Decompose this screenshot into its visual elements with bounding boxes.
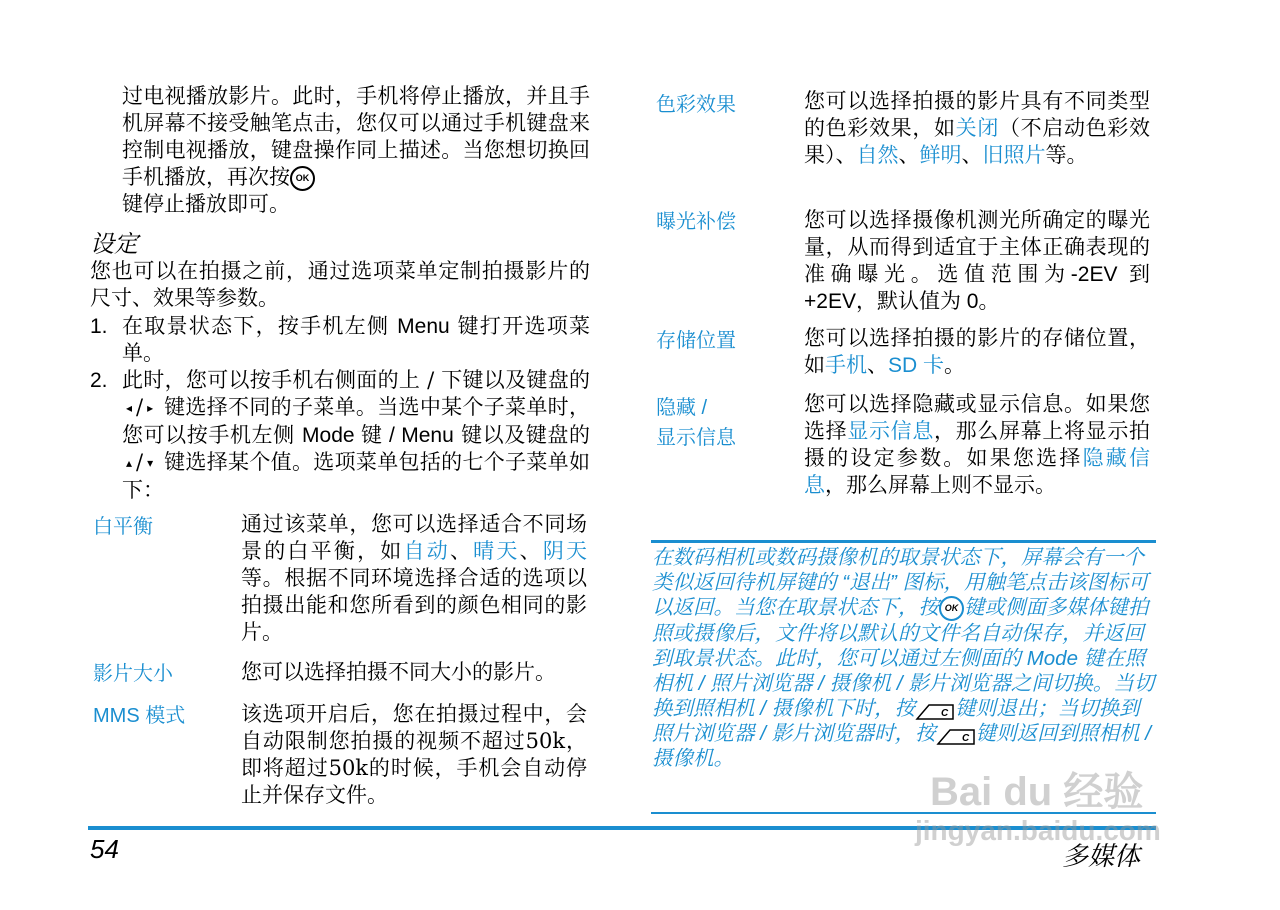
desc-text: 您可以选择摄像机测光所确定的曝光量，从而得到适宜于主体正确表现的准确曝光。选值范围为 — [804, 208, 1150, 286]
desc-text: 您可以选择拍摄的影片的存储位置，如 — [804, 326, 1150, 377]
desc-hide-show-info — [804, 391, 1150, 499]
intro-paragraph — [122, 83, 590, 218]
note-text-3: 键则退出；当切换到照片浏览器 / 影片浏览器时，按 — [652, 697, 1140, 746]
desc-mms-mode: 该选项开启后，您在拍摄过程中，会自动限制您拍摄的视频不超过50k，即将超过50k的时候，手机会自动停止并保存文件。 — [241, 702, 587, 807]
note-text-2: 键或侧面多媒体键拍照或摄像后，文件将以默认的文件名自动保存，并返回到取景状态。此时，您可以通过左侧面的 Mode 键在照相机 / 照片浏览器 / 摄像机 / 影片浏览器之间切换。当切换到照相机 / 摄像机下时，按 — [652, 596, 1155, 721]
step-1 — [90, 313, 590, 367]
term-storage: 存储位置 — [656, 330, 736, 352]
note-text-4: 键则返回到照相机 / 摄像机。 — [652, 722, 1151, 771]
desc-text-3: 等。 — [1045, 143, 1088, 167]
desc-color-effect — [804, 88, 1150, 169]
desc-video-size: 您可以选择拍摄不同大小的影片。 — [241, 660, 556, 684]
step-2: 2. 此时，您可以按手机右侧面的上 / 下键以及键盘的 ◂ / ▸ 键选择不同的子菜单。当选中某个子菜单时，您可以按手机左侧 Mode 键 / Menu 键以及键盘的 ▴ / ▾ 键选择某个值。选项菜单包括的七个子菜单如下： — [90, 368, 591, 502]
note-top-rule — [651, 540, 1156, 543]
step-text-2: 键打开选项菜单。 — [122, 314, 590, 365]
option-phone: 手机 — [825, 354, 867, 377]
right-arrow-icon: ▸ — [147, 401, 154, 415]
term-line-1: 隐藏 / — [656, 397, 708, 419]
term-line-2: 显示信息 — [656, 427, 736, 449]
mode-menu-key-label: Mode 键 / Menu — [302, 424, 454, 447]
option-natural: 自然 — [856, 144, 899, 167]
desc-text-2: 等。根据不同环境选择合适的选项以拍摄出能和您所看到的颜色相同的影片。 — [241, 566, 587, 644]
step-number: 1. — [90, 315, 108, 338]
page-number: 54 — [90, 834, 119, 864]
c-key-icon — [936, 724, 976, 746]
step-text-3: 键以及键盘的 — [461, 423, 591, 447]
step-text: 此时，您可以按手机右侧面的上 / 下键以及键盘的 — [122, 368, 590, 392]
left-arrow-icon: ◂ — [126, 401, 133, 415]
note-text: 在数码相机或数码摄像机的取景状态下，屏幕会有一个类似返回待机屏键的 “退出” 图标，用触笔点击该图标可以返回。当您在取景状态下，按 — [652, 546, 1149, 619]
desc-text: 您可以选择隐藏或显示信息。如果您选择 — [804, 392, 1150, 443]
option-sunny: 晴天 — [473, 540, 520, 563]
intro-text: 过电视播放影片。此时，手机将停止播放，并且手机屏幕不接受触笔点击，您仅可以通过手机键盘来控制电视播放，键盘操作同上描述。当您想切换回手机播放，再次按 — [122, 84, 590, 189]
option-sd-card: SD 卡 — [888, 354, 945, 377]
desc-exposure — [804, 207, 1150, 315]
term-mms-mode: MMS 模式 — [93, 705, 186, 727]
step-text-4: 键选择某个值。选项菜单包括的七个子菜单如下： — [122, 450, 590, 502]
separator: 、 — [961, 143, 983, 167]
term-color-effect: 色彩效果 — [656, 94, 736, 116]
section-heading: 设定 — [90, 230, 138, 258]
desc-text: 您可以选择拍摄的影片具有不同类型的色彩效果，如 — [804, 89, 1150, 140]
watermark-url: jingyan.baidu.com — [915, 815, 1161, 846]
tip-note — [652, 545, 1155, 771]
separator: 、 — [898, 143, 920, 167]
step-text: 在取景状态下，按手机左侧 — [122, 314, 390, 338]
svg-text:C: C — [961, 732, 969, 744]
menu-key-label: Menu — [397, 315, 450, 338]
term-hide-show-info — [656, 395, 736, 451]
svg-text:C: C — [941, 707, 949, 719]
desc-storage — [804, 325, 1150, 379]
desc-text: 通过该菜单，您可以选择适合不同场景的白平衡，如 — [241, 512, 587, 563]
desc-text-2: （不启动色彩效果）、 — [804, 116, 1151, 167]
option-auto: 自动 — [403, 540, 450, 563]
watermark-logo: Bai du 经验 — [930, 770, 1144, 814]
term-exposure: 曝光补偿 — [656, 211, 736, 233]
desc-text-2: ，那么屏幕上将显示拍摄的设定参数。如果您选择 — [804, 419, 1151, 470]
ok-key-icon: OK — [939, 596, 964, 621]
intro-text-end: 键停止播放即可。 — [122, 192, 290, 216]
step-text-2: 键选择不同的子菜单。当选中某个子菜单时，您可以按手机左侧 — [122, 395, 590, 447]
ev-range: -2EV 到 +2EV，默认值为 0。 — [804, 263, 1150, 313]
option-show-info: 显示信息 — [847, 420, 935, 443]
c-key-icon — [915, 699, 955, 721]
down-arrow-icon: ▾ — [147, 456, 154, 470]
desc-white-balance — [241, 511, 587, 646]
section-title: 多媒体 — [1062, 842, 1141, 872]
separator: 、 — [449, 539, 474, 563]
step-number: 2. — [90, 369, 108, 392]
option-vivid: 鲜明 — [919, 144, 962, 167]
option-cloudy: 阴天 — [542, 540, 588, 563]
ok-key-icon: OK — [290, 166, 315, 191]
term-video-size: 影片大小 — [93, 663, 173, 685]
settings-intro: 您也可以在拍摄之前，通过选项菜单定制拍摄影片的尺寸、效果等参数。 — [90, 259, 590, 310]
option-hide-info: 隐藏信息 — [804, 447, 1151, 497]
separator: 、 — [867, 353, 888, 377]
desc-end: 。 — [944, 353, 966, 377]
desc-text-3: ，那么屏幕上则不显示。 — [825, 473, 1056, 497]
separator: 、 — [519, 539, 543, 563]
option-old-photo: 旧照片 — [982, 144, 1046, 167]
up-arrow-icon: ▴ — [126, 456, 133, 470]
term-white-balance: 白平衡 — [93, 516, 153, 538]
option-off: 关闭 — [955, 117, 1000, 140]
